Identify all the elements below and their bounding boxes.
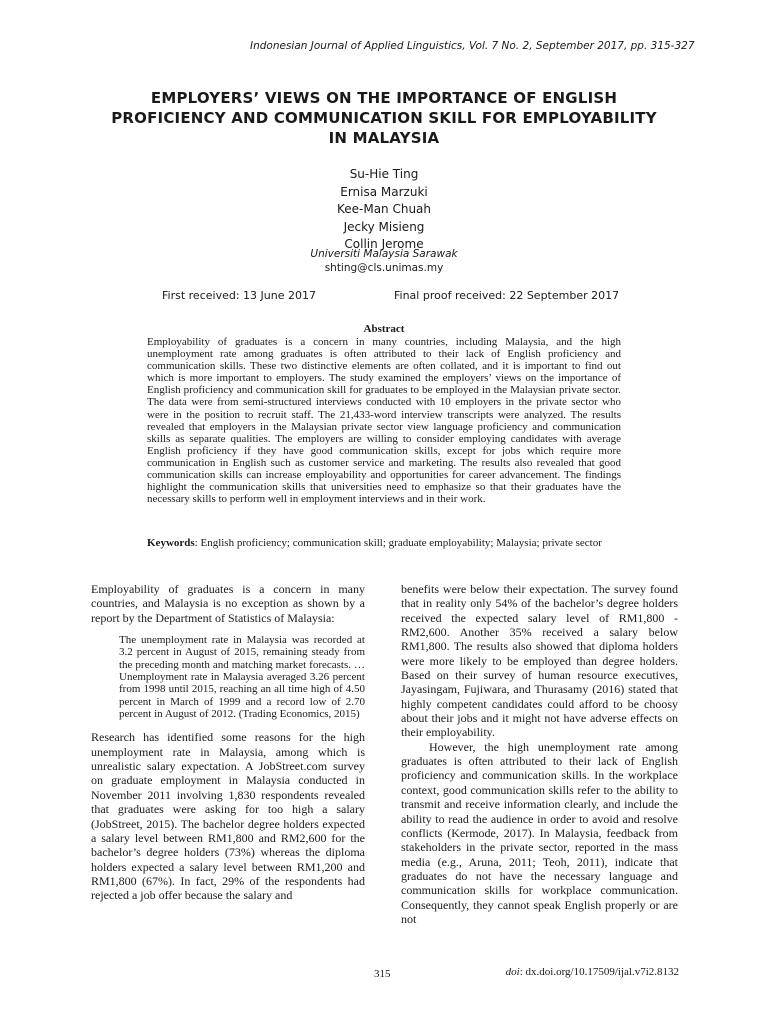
paper-title xyxy=(70,88,698,148)
page-number: 315 xyxy=(374,968,391,980)
author-name: Su-Hie Ting xyxy=(349,167,419,181)
keywords-label: Keywords xyxy=(147,537,195,549)
body-paragraph: Employability of graduates is a concern in many countries, and Malaysia is no exception as shown by a report by the Department of Statistics of Malaysia: xyxy=(91,582,365,625)
author-name: Ernisa Marzuki xyxy=(340,184,428,199)
affiliation: Universiti Malaysia Sarawak xyxy=(310,248,458,260)
author-email[interactable]: shting@cls.unimas.my xyxy=(324,262,444,274)
author-name: Collin Jerome xyxy=(344,237,424,251)
title-line: EMPLOYERS’ VIEWS ON THE IMPORTANCE OF ENGLISH xyxy=(150,89,618,107)
keywords-text: : English proficiency; communication skill; graduate employability; Malaysia; private sector xyxy=(194,537,602,549)
final-proof-date: Final proof received: 22 September 2017 xyxy=(394,289,620,302)
abstract-heading: Abstract xyxy=(363,323,405,335)
doi-label: doi xyxy=(505,966,520,978)
body-column-right xyxy=(401,582,678,926)
block-quote: The unemployment rate in Malaysia was recorded at 3.2 percent in August of 2015, remaining steady from the preceding month and matching market forecasts. … Unemployment rate in Malaysia averaged 3.26 percent from 1998 until 2015, reaching an all time high of 4.50 percent in March of 1999 and a record low of 2.70 percent in August of 2012. (Trading Economics, 2015) xyxy=(119,634,365,721)
keywords xyxy=(147,537,621,549)
author-name: Kee-Man Chuah xyxy=(336,202,432,216)
author-list xyxy=(234,166,534,254)
abstract-text: Employability of graduates is a concern in many countries, including Malaysia, and the high unemployment rate among graduates is often attributed to their lack of English proficiency and communication skills. These two distinctive elements are often collated, and it is important to find out which is more important to employers. The study examined the employers’ views on the importance of English proficiency and communication skill for graduates to be employed in the Malaysian private sector. The data were from semi-structured interviews conducted with 10 employers in the private sector who were in the position to recruit staff. The 21,433-word interview transcripts were analyzed. The results revealed that employers in the Malaysian private sector view language proficiency and communication skills as separate qualities. The employers are willing to consider employing candidates with average English proficiency if they have good communication skills, except for jobs which require more communication in English such as customer service and marketing. The results also revealed that good communication skills can increase employability and opportunities for career advancement. The findings highlight the communication skills that universities need to emphasize so that their graduates have the necessary skills to perform well in employment interviews and in their work. xyxy=(147,336,621,506)
title-line: PROFICIENCY AND COMMUNICATION SKILL FOR EMPLOYABILITY xyxy=(111,109,657,127)
body-paragraph: benefits were below their expectation. The survey found that in reality only 54% of the bachelor’s degree holders received the expected salary level of RM1,800 - RM2,600. Another 35% received a salary below RM1,800. The results also showed that diploma holders were more likely to be employed than degree holders. Based on their survey of human resource executives, Jayasingam, Fujiwara, and Thurasamy (2016) stated that highly competent candidates could afford to be choosy about their jobs and it might not have adverse effects on their employability. xyxy=(401,582,678,740)
journal-header: Indonesian Journal of Applied Linguistics, Vol. 7 No. 2, September 2017, pp. 315-327 xyxy=(250,40,695,52)
title-line: IN MALAYSIA xyxy=(328,129,440,147)
first-received-date: First received: 13 June 2017 xyxy=(162,289,316,302)
body-paragraph: Research has identified some reasons for the high unemployment rate in Malaysia, among which is unrealistic salary expectation. A JobStreet.com survey on graduate employment in Malaysia conducted in November 2011 involving 1,830 respondents revealed that graduates were asking for too high a salary (JobStreet, 2015). The bachelor degree holders expected a salary level between RM1,800 and RM2,600 for the bachelor’s degree holders (73%) whereas the diploma holders expected a salary level between RM1,200 and RM1,800 (67%). In fact, 29% of the respondents had rejected a job offer because the salary and xyxy=(91,730,365,903)
author-name: Jecky Misieng xyxy=(343,219,425,234)
body-paragraph: However, the high unemployment rate among graduates is often attributed to their lack of English proficiency and communication skills. In the workplace context, good communication skills refer to the ability to transmit and receive information clearly, and include the ability to read the audience in order to avoid and resolve conflicts (Kermode, 2017). In Malaysia, feedback from stakeholders in the private sector, reported in the mass media (e.g., Aruna, 2011; Teoh, 2011), indicate that graduates do not have the necessary language and communication skills for workplace communication. Consequently, they cannot speak English properly or are not xyxy=(401,739,678,926)
body-column-left xyxy=(91,582,365,903)
doi-value: : dx.doi.org/10.17509/ijal.v7i2.8132 xyxy=(519,966,679,978)
doi-line[interactable] xyxy=(472,966,679,978)
